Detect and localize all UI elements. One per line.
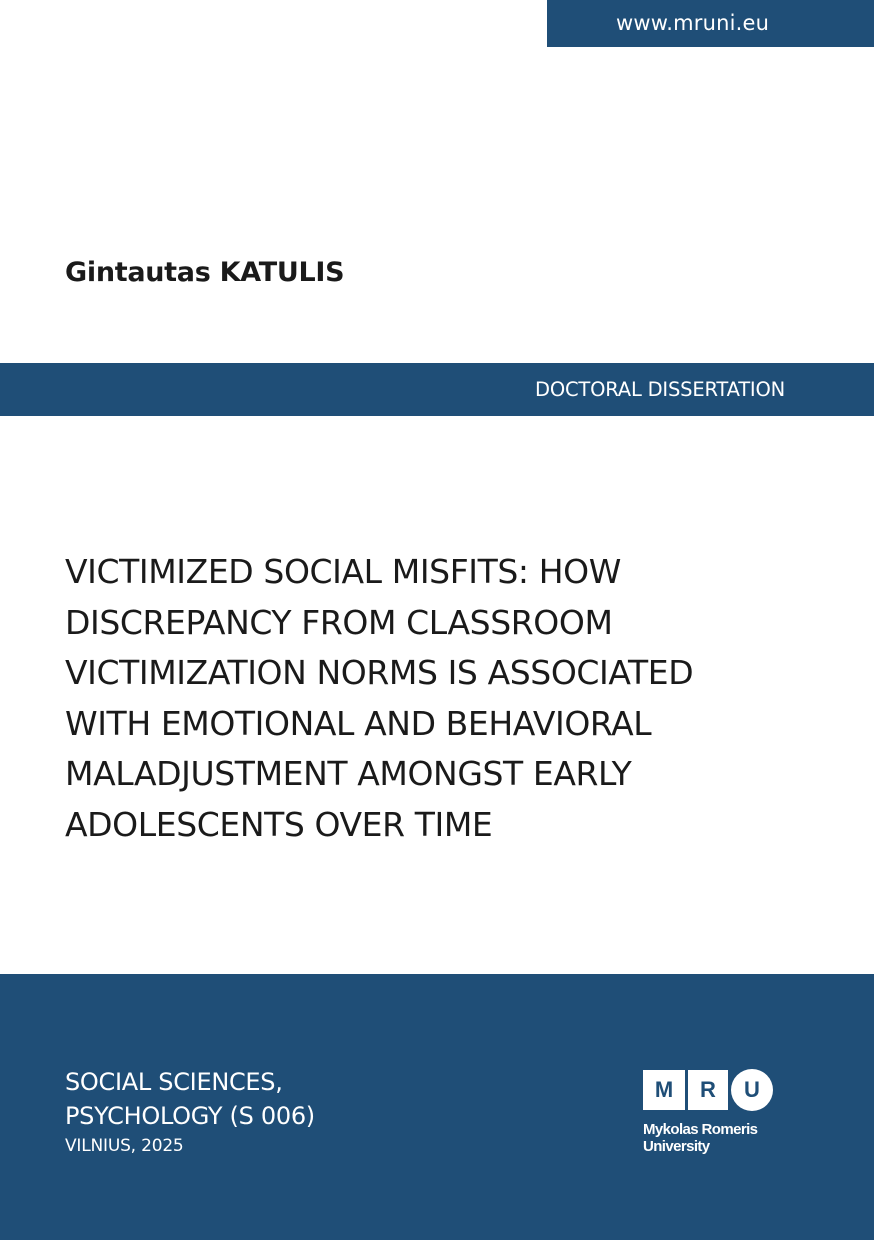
logo-letter-m: M bbox=[643, 1070, 685, 1110]
website-url[interactable]: www.mruni.eu bbox=[616, 11, 770, 35]
title-line: MALADJUSTMENT AMONGST EARLY bbox=[65, 754, 632, 793]
field-line: SOCIAL SCIENCES, bbox=[65, 1068, 283, 1096]
logo-letter-r: R bbox=[688, 1070, 728, 1110]
logo-marks bbox=[643, 1069, 783, 1111]
author-name: Gintautas KATULIS bbox=[65, 257, 345, 288]
title-line: ADOLESCENTS OVER TIME bbox=[65, 804, 493, 844]
title-line: VICTIMIZATION NORMS IS ASSOCIATED bbox=[65, 653, 694, 692]
dissertation-title bbox=[65, 547, 825, 850]
university-name-line: Mykolas Romeris bbox=[643, 1121, 758, 1138]
website-tab[interactable] bbox=[547, 0, 874, 47]
field-of-science bbox=[65, 1065, 315, 1133]
title-line: WITH EMOTIONAL AND BEHAVIORAL bbox=[65, 703, 652, 743]
document-type-label: DOCTORAL DISSERTATION bbox=[535, 378, 785, 401]
university-name bbox=[643, 1121, 783, 1155]
mru-logo bbox=[643, 1069, 783, 1155]
university-name-line: University bbox=[643, 1138, 710, 1155]
footer-panel bbox=[0, 974, 874, 1240]
title-line: VICTIMIZED SOCIAL MISFITS: HOW bbox=[65, 552, 621, 591]
logo-letter-u: U bbox=[731, 1069, 773, 1111]
title-line: DISCREPANCY FROM CLASSROOM bbox=[65, 602, 613, 642]
dissertation-band bbox=[0, 363, 874, 416]
field-line: PSYCHOLOGY (S 006) bbox=[65, 1102, 315, 1130]
place-year: VILNIUS, 2025 bbox=[65, 1136, 184, 1156]
